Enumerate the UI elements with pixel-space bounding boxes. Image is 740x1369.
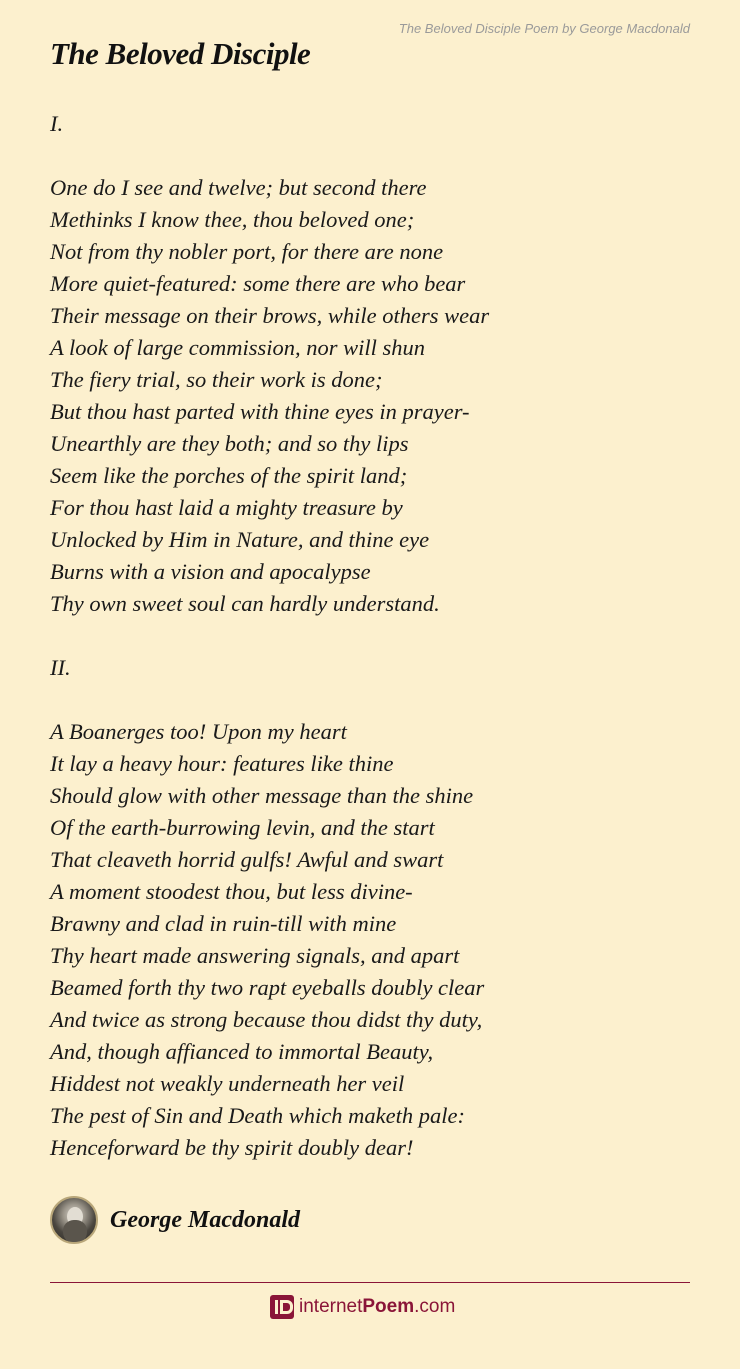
poem-line: Brawny and clad in ruin-till with mine [50, 911, 397, 936]
author-row[interactable] [50, 1196, 300, 1244]
author-portrait-icon[interactable] [50, 1196, 98, 1244]
stanza-number: II. [50, 655, 71, 680]
logo-bowl [280, 1300, 293, 1314]
author-name-link[interactable]: George Macdonald [110, 1206, 300, 1233]
poem-line: It lay a heavy hour: features like thine [50, 751, 394, 776]
poem-line: And, though affianced to immortal Beauty, [50, 1039, 434, 1064]
footer-divider [50, 1282, 690, 1283]
stanza-number: I. [50, 111, 64, 136]
poem-line: Thy heart made answering signals, and apart [50, 943, 460, 968]
avatar-beard [63, 1220, 87, 1244]
poem-line: Not from thy nobler port, for there are none [50, 239, 444, 264]
stanza-1 [50, 108, 690, 620]
poem-line: Should glow with other message than the shine [50, 783, 474, 808]
poem-line: Their message on their brows, while others wear [50, 303, 490, 328]
logo-stem [275, 1300, 278, 1314]
stanza-2 [50, 652, 690, 1164]
brand-suffix: .com [414, 1296, 456, 1317]
poem-line: A moment stoodest thou, but less divine- [50, 879, 413, 904]
poem-body [50, 108, 690, 1164]
poem-line: Burns with a vision and apocalypse [50, 559, 371, 584]
poem-line: And twice as strong because thou didst thy duty, [50, 1007, 483, 1032]
poem-line: But thou hast parted with thine eyes in prayer- [50, 399, 470, 424]
poem-line: Henceforward be thy spirit doubly dear! [50, 1135, 414, 1160]
brand-prefix: internet [299, 1296, 363, 1317]
brand-bold: Poem [362, 1296, 415, 1317]
internetpoem-logo-icon [270, 1295, 294, 1319]
poem-line: Beamed forth thy two rapt eyeballs doubly clear [50, 975, 485, 1000]
poem-line: The fiery trial, so their work is done; [50, 367, 383, 392]
poem-line: Seem like the porches of the spirit land; [50, 463, 408, 488]
poem-title: The Beloved Disciple [50, 36, 311, 71]
stanza-gap [50, 620, 690, 652]
poem-line: The pest of Sin and Death which maketh pale: [50, 1103, 465, 1128]
poem-line: Thy own sweet soul can hardly understand. [50, 591, 440, 616]
poem-line: Of the earth-burrowing levin, and the start [50, 815, 435, 840]
poem-line: A look of large commission, nor will shun [50, 335, 426, 360]
poem-line: Unearthly are they both; and so thy lips [50, 431, 409, 456]
poem-line: More quiet-featured: some there are who bear [50, 271, 466, 296]
footer-brand-link[interactable] [270, 1295, 455, 1319]
poem-line: Unlocked by Him in Nature, and thine eye [50, 527, 430, 552]
poem-line: A Boanerges too! Upon my heart [50, 719, 347, 744]
poem-line: Methinks I know thee, thou beloved one; [50, 207, 415, 232]
poem-line: One do I see and twelve; but second there [50, 175, 427, 200]
poem-line: That cleaveth horrid gulfs! Awful and swart [50, 847, 444, 872]
poem-line: For thou hast laid a mighty treasure by [50, 495, 403, 520]
header-credit: The Beloved Disciple Poem by George Macdonald [398, 21, 690, 36]
poem-line: Hiddest not weakly underneath her veil [50, 1071, 405, 1096]
